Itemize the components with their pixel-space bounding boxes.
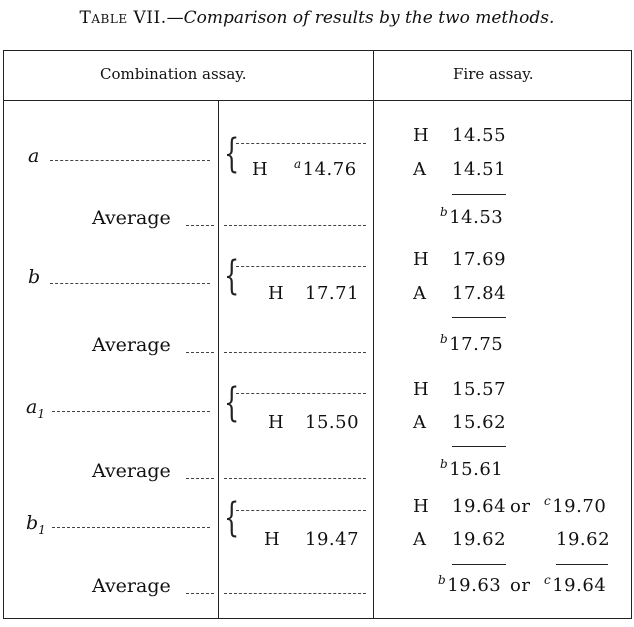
sample-label: $b_1$ (26, 512, 46, 537)
leader-dots (186, 352, 214, 353)
fire-alt-average: $^c$19.64 (544, 573, 607, 596)
leader-dots (186, 593, 214, 594)
combination-method: H (268, 412, 285, 433)
combination-method: H (264, 529, 281, 550)
fire-average: $^b$15.61 (440, 457, 504, 480)
sum-rule (452, 317, 506, 318)
fire-method: A (413, 159, 427, 180)
average-label: Average (92, 334, 171, 356)
combination-method: H (268, 283, 285, 304)
sum-rule (452, 446, 506, 447)
header-fire-assay: Fire assay. (453, 65, 534, 83)
fire-value: 15.57 (452, 379, 507, 400)
fire-average: $^b$14.53 (440, 205, 504, 228)
header-combination-assay: Combination assay. (100, 65, 247, 83)
brace: { (224, 380, 240, 426)
footnote-mark: b (440, 332, 449, 346)
leader-dots (224, 352, 366, 353)
sum-rule (452, 564, 506, 565)
table-caption (0, 10, 634, 27)
footnote-mark: c (544, 494, 552, 508)
sample-label: b (28, 266, 41, 288)
footnote-mark: c (544, 573, 552, 587)
leader-dots (52, 411, 210, 412)
sample-subscript: 1 (37, 407, 45, 421)
leader-dots (224, 593, 366, 594)
sample-label: a (28, 145, 40, 167)
fire-method: H (413, 496, 430, 517)
fire-value: 14.55 (452, 125, 507, 146)
table-top-rule (3, 50, 632, 51)
leader-dots (50, 283, 210, 284)
sample-label: $a_1$ (26, 396, 45, 421)
column-divider (373, 50, 374, 618)
fire-method: A (413, 412, 427, 433)
or-word: or (510, 496, 531, 517)
average-label: Average (92, 460, 171, 482)
header-rule (3, 100, 632, 101)
average-label: Average (92, 575, 171, 597)
brace: { (224, 495, 240, 541)
fire-alt-value: 19.62 (556, 529, 611, 550)
fire-method: A (413, 529, 427, 550)
fire-method: H (413, 125, 430, 146)
brace: { (224, 131, 240, 177)
leader-dots (236, 266, 366, 267)
combination-value: $^a$14.76 (294, 157, 357, 180)
leader-dots (236, 393, 366, 394)
table-right-border (631, 50, 632, 618)
fire-method: A (413, 283, 427, 304)
or-word: or (510, 575, 531, 596)
combination-value: 19.47 (305, 529, 360, 550)
fire-average: $^b$17.75 (440, 332, 504, 355)
subcolumn-divider (218, 100, 219, 618)
leader-dots (52, 527, 210, 528)
sample-subscript: 1 (38, 523, 46, 537)
footnote-mark: a (294, 157, 302, 171)
footnote-mark: b (440, 457, 449, 471)
footnote-mark: b (440, 205, 449, 219)
leader-dots (224, 225, 366, 226)
average-label: Average (92, 207, 171, 229)
leader-dots (236, 143, 366, 144)
leader-dots (186, 478, 214, 479)
fire-method: H (413, 249, 430, 270)
leader-dots (186, 225, 214, 226)
combination-value: 15.50 (305, 412, 360, 433)
table-number: Table VII. (79, 8, 167, 28)
combination-method: H (252, 159, 269, 180)
fire-value: 19.64 (452, 496, 507, 517)
sum-rule (556, 564, 608, 565)
sum-rule (452, 194, 506, 195)
fire-method: H (413, 379, 430, 400)
leader-dots (236, 510, 366, 511)
fire-value: 19.62 (452, 529, 507, 550)
fire-value: 17.69 (452, 249, 507, 270)
table-bottom-rule (3, 618, 632, 619)
fire-average: $^b$19.63 (438, 573, 502, 596)
table-title: —Comparison of results by the two methods. (166, 8, 555, 28)
footnote-mark: b (438, 573, 447, 587)
leader-dots (50, 160, 210, 161)
fire-value: 14.51 (452, 159, 507, 180)
fire-value: 15.62 (452, 412, 507, 433)
brace: { (224, 253, 240, 299)
combination-value: 17.71 (305, 283, 360, 304)
fire-alt-value: $^c$19.70 (544, 494, 607, 517)
leader-dots (224, 478, 366, 479)
table-left-border (3, 50, 4, 618)
fire-value: 17.84 (452, 283, 507, 304)
